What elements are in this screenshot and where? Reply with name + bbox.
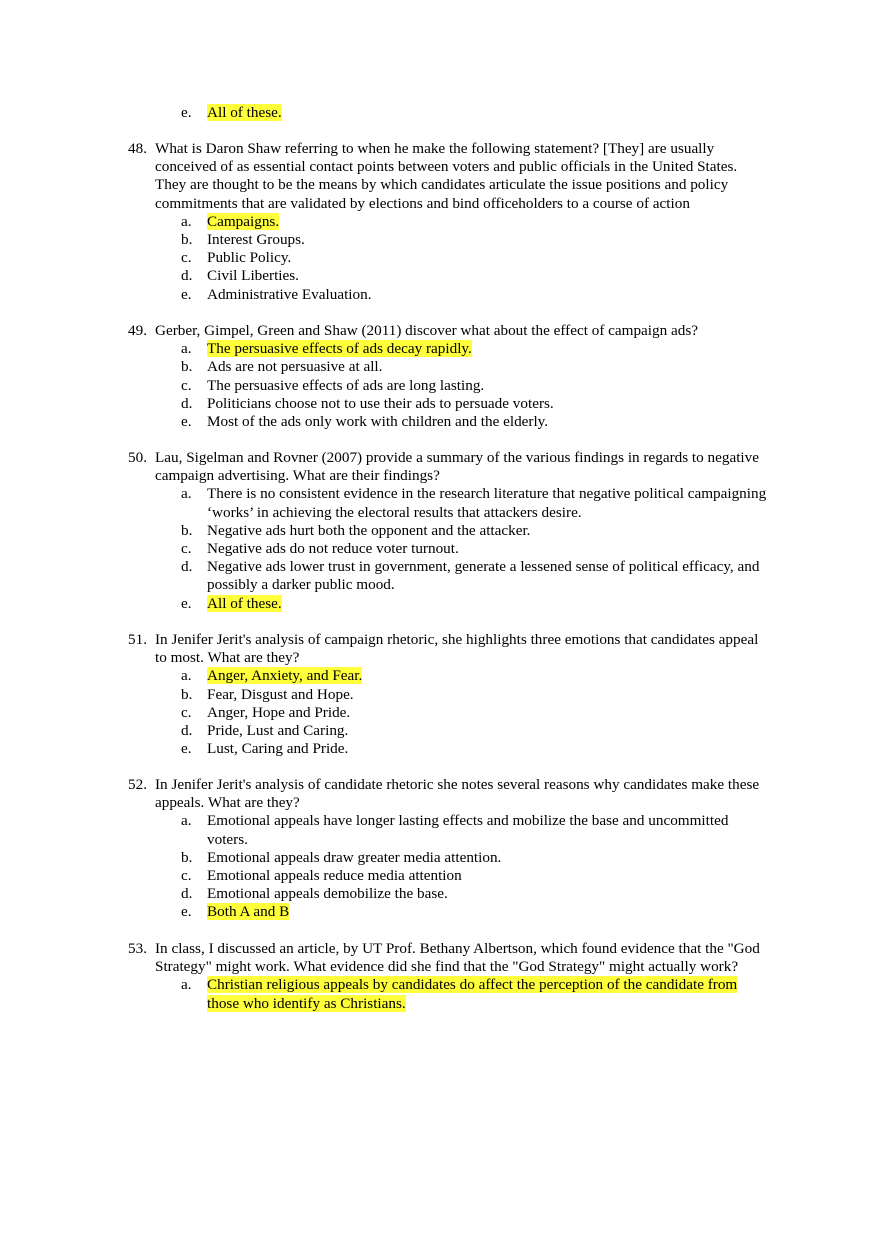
option-text: Civil Liberties. xyxy=(207,267,299,285)
question-number: 52. xyxy=(128,776,147,793)
question-text: In class, I discussed an article, by UT Prof. Bethany Albertson, which found evidence that the "God Strategy" might work. What evidence did she find that the "God Strategy" might actually work? xyxy=(155,940,760,976)
option-letter: c. xyxy=(181,376,192,394)
option-item xyxy=(0,885,767,903)
option-letter: c. xyxy=(181,540,192,558)
option-letter: b. xyxy=(181,231,193,249)
option-text-highlighted: Both A and B xyxy=(207,903,290,921)
option-item xyxy=(0,976,767,1012)
option-item xyxy=(0,849,767,867)
option-letter: e. xyxy=(181,285,192,303)
option-letter: a. xyxy=(181,212,192,230)
option-text-highlighted: All of these. xyxy=(207,104,282,121)
option-letter: c. xyxy=(181,249,192,267)
question-51 xyxy=(0,631,880,758)
option-text: Public Policy. xyxy=(207,249,292,267)
option-letter: a. xyxy=(181,667,192,685)
option-letter: c. xyxy=(181,867,192,885)
option-text: Negative ads lower trust in government, generate a lessened sense of political efficacy, and possibly a darker public mood. xyxy=(207,558,760,594)
question-52 xyxy=(0,776,880,922)
option-text-highlighted: Campaigns. xyxy=(207,212,280,230)
option-letter: b. xyxy=(181,848,193,866)
option-text-highlighted: Christian religious appeals by candidates do affect the perception of the candidate from those who identify as Christians. xyxy=(207,976,738,1012)
option-text-highlighted: Anger, Anxiety, and Fear. xyxy=(207,667,363,685)
option-letter: a. xyxy=(181,485,192,503)
option-text: Politicians choose not to use their ads to persuade voters. xyxy=(207,394,554,412)
option-text: There is no consistent evidence in the research literature that negative political campaigning ‘works’ in achieving the electoral results that attackers desire. xyxy=(207,485,767,521)
option-text: Emotional appeals draw greater media attention. xyxy=(207,848,502,866)
option-item xyxy=(0,704,767,722)
question-48 xyxy=(0,140,880,304)
option-text: Anger, Hope and Pride. xyxy=(207,703,351,721)
question-50 xyxy=(0,449,880,613)
option-letter: e. xyxy=(181,413,192,431)
option-text: Fear, Disgust and Hope. xyxy=(207,685,354,703)
option-item xyxy=(0,867,767,885)
carryover-option xyxy=(0,104,880,122)
option-letter: a. xyxy=(181,812,192,830)
option-item xyxy=(0,812,767,848)
option-item xyxy=(0,395,767,413)
option-item xyxy=(0,249,767,267)
option-text: Interest Groups. xyxy=(207,231,305,249)
question-text: Lau, Sigelman and Rovner (2007) provide a summary of the various findings in regards to negative campaign advertising. What are their findings? xyxy=(155,449,759,485)
option-text: Administrative Evaluation. xyxy=(207,285,372,303)
option-text: Pride, Lust and Caring. xyxy=(207,722,349,740)
question-49 xyxy=(0,322,880,431)
option-item xyxy=(0,213,767,231)
option-item xyxy=(0,358,767,376)
option-letter: e. xyxy=(181,903,192,921)
option-text: The persuasive effects of ads are long lasting. xyxy=(207,376,485,394)
option-item xyxy=(0,485,767,521)
option-text: Emotional appeals reduce media attention xyxy=(207,867,462,885)
option-letter: e. xyxy=(181,104,192,121)
question-53 xyxy=(0,940,880,1013)
option-letter: d. xyxy=(181,394,193,412)
option-letter: d. xyxy=(181,267,193,285)
option-text: Emotional appeals demobilize the base. xyxy=(207,885,448,903)
option-letter: b. xyxy=(181,685,193,703)
option-letter: c. xyxy=(181,703,192,721)
question-number: 50. xyxy=(128,449,147,466)
option-letter: a. xyxy=(181,976,192,994)
option-letter: d. xyxy=(181,885,193,903)
question-number: 53. xyxy=(128,940,147,957)
option-text-highlighted: All of these. xyxy=(207,594,282,612)
option-letter: a. xyxy=(181,340,192,358)
option-letter: b. xyxy=(181,521,193,539)
question-number: 48. xyxy=(128,140,147,157)
option-item xyxy=(0,267,767,285)
option-item xyxy=(0,231,767,249)
option-item xyxy=(0,740,767,758)
option-item xyxy=(0,522,767,540)
option-item xyxy=(0,667,767,685)
option-text: Negative ads hurt both the opponent and the attacker. xyxy=(207,521,531,539)
option-letter: b. xyxy=(181,358,193,376)
option-letter: d. xyxy=(181,558,193,576)
question-text: Gerber, Gimpel, Green and Shaw (2011) discover what about the effect of campaign ads? xyxy=(155,322,698,339)
question-text: In Jenifer Jerit's analysis of candidate rhetoric she notes several reasons why candidates make these appeals. What are they? xyxy=(155,776,760,812)
option-text: Negative ads do not reduce voter turnout. xyxy=(207,540,459,558)
option-text: Lust, Caring and Pride. xyxy=(207,740,349,758)
question-text: In Jenifer Jerit's analysis of campaign rhetoric, she highlights three emotions that candidates appeal to most. What are they? xyxy=(155,631,759,667)
option-item xyxy=(0,377,767,395)
option-text: Emotional appeals have longer lasting effects and mobilize the base and uncommitted voters. xyxy=(207,812,729,848)
option-item xyxy=(0,722,767,740)
question-number: 49. xyxy=(128,322,147,339)
question-number: 51. xyxy=(128,631,147,648)
option-item xyxy=(0,595,767,613)
question-text: What is Daron Shaw referring to when he make the following statement? [They] are usually conceived of as essential contact points between voters and public officials in the United States. They are thought to be the means by which candidates articulate the issue positions and policy commitments that are validated by elections and bind officeholders to a course of action xyxy=(155,140,738,212)
option-item xyxy=(0,540,767,558)
option-text: Ads are not persuasive at all. xyxy=(207,358,383,376)
option-item xyxy=(0,340,767,358)
option-letter: d. xyxy=(181,722,193,740)
option-text: Most of the ads only work with children and the elderly. xyxy=(207,413,549,431)
option-letter: e. xyxy=(181,594,192,612)
option-item xyxy=(0,558,767,594)
option-item xyxy=(0,903,767,921)
option-letter: e. xyxy=(181,740,192,758)
option-item xyxy=(0,413,767,431)
option-text-highlighted: The persuasive effects of ads decay rapidly. xyxy=(207,340,472,358)
option-item xyxy=(0,286,767,304)
option-item xyxy=(0,686,767,704)
